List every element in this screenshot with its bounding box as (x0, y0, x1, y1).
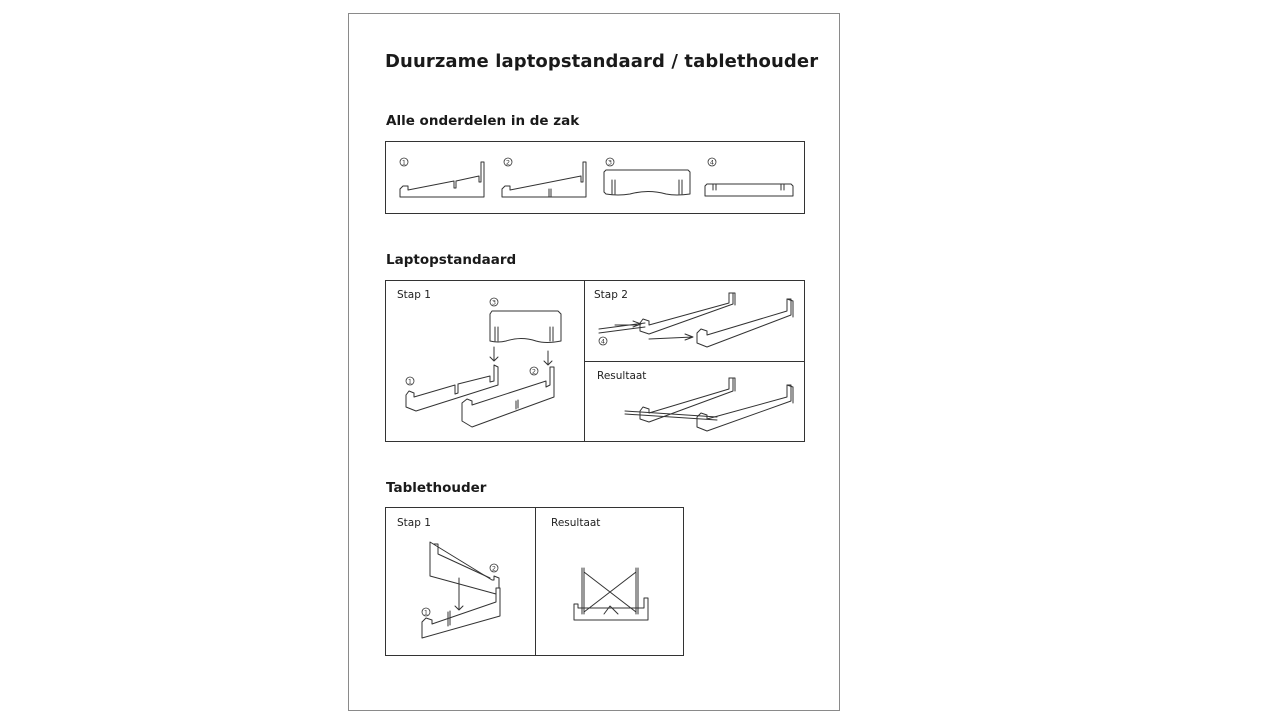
tablet-result-illustration (536, 508, 685, 655)
part-4-number: 4 (709, 158, 715, 167)
tablet-panel (385, 507, 684, 656)
tablet-step1-label: Stap 1 (397, 517, 431, 529)
tablet-step1-number-1: 1 (423, 608, 429, 617)
tablet-step1-illustration (386, 508, 535, 655)
laptop-step1-number-3: 3 (491, 298, 497, 307)
page-title: Duurzame laptopstandaard / tablethouder (385, 51, 819, 72)
part-1-illustration (400, 158, 484, 197)
parts-illustration (386, 142, 806, 215)
section-heading-tablet: Tablethouder (386, 480, 487, 496)
laptop-step2-label: Stap 2 (594, 289, 628, 301)
tablet-result-label: Resultaat (551, 517, 601, 529)
part-1-number: 1 (401, 158, 407, 167)
section-heading-laptop: Laptopstandaard (386, 252, 517, 268)
tablet-step1-number-2: 2 (491, 564, 497, 573)
laptop-result-illustration (585, 361, 805, 441)
parts-panel (385, 141, 805, 214)
laptop-step1-number-1: 1 (407, 377, 413, 386)
part-3-number: 3 (607, 158, 613, 167)
laptop-step1-number-2: 2 (531, 367, 537, 376)
laptop-result-label: Resultaat (597, 370, 647, 382)
laptop-step1-label: Stap 1 (397, 289, 431, 301)
laptop-step2-number-4: 4 (600, 337, 606, 346)
part-3-illustration (604, 158, 690, 195)
laptop-step1-illustration (386, 281, 584, 441)
laptop-step2-illustration (585, 281, 805, 361)
section-heading-parts: Alle onderdelen in de zak (386, 113, 580, 129)
laptop-panel (385, 280, 805, 442)
part-2-number: 2 (505, 158, 511, 167)
part-4-illustration (705, 158, 793, 196)
part-2-illustration (502, 158, 586, 197)
instruction-sheet (348, 13, 840, 711)
